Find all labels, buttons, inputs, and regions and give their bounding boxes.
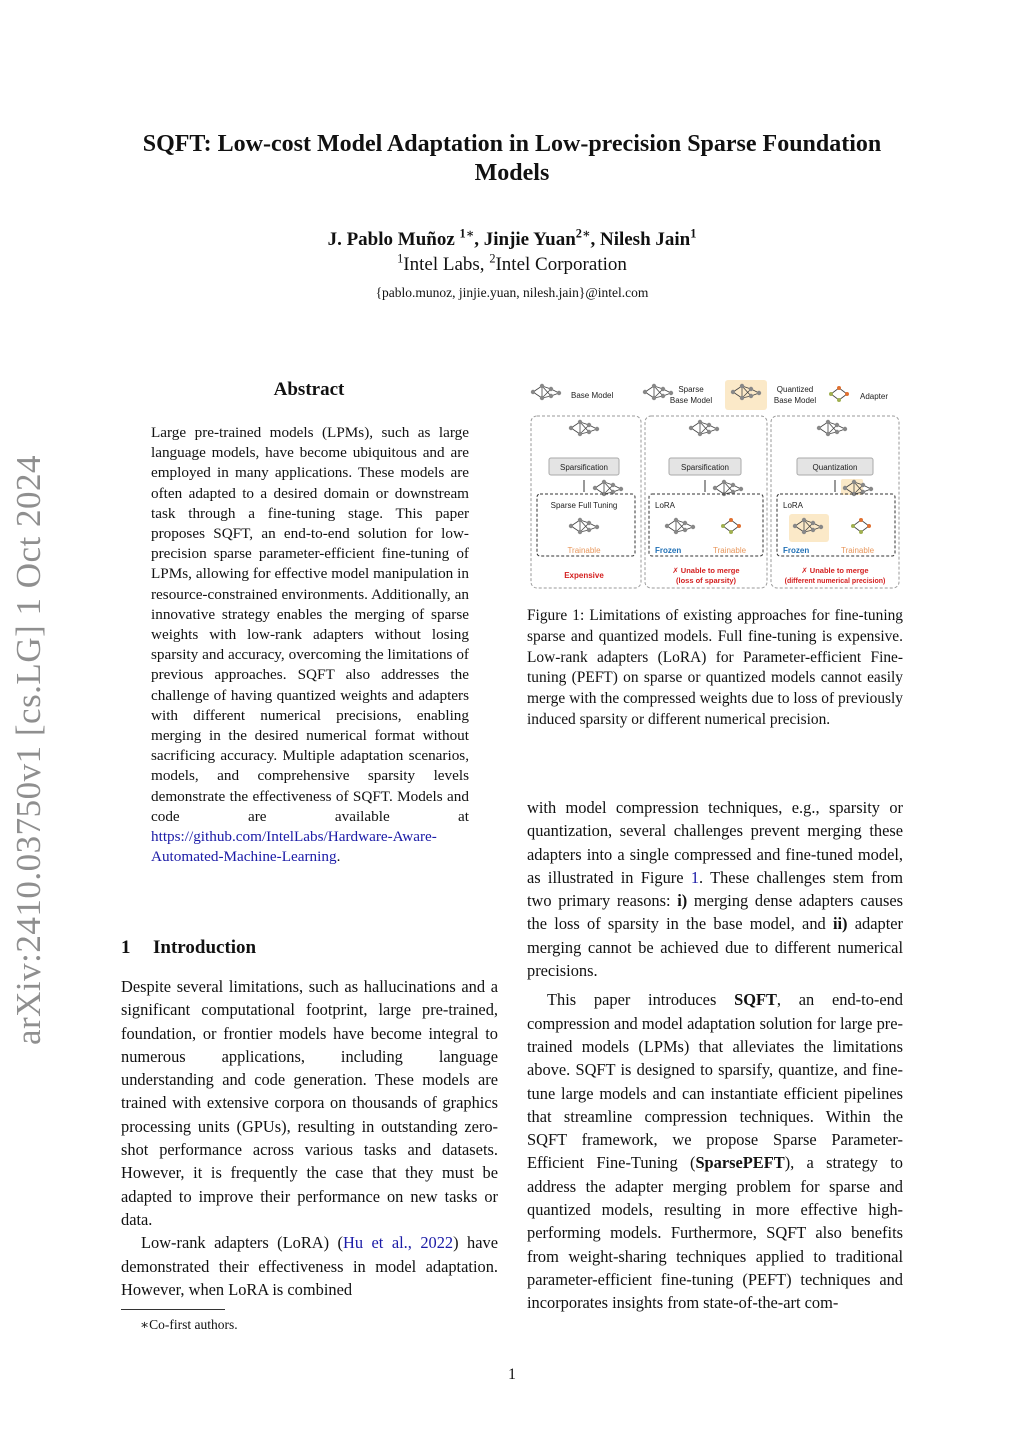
abstract-heading: Abstract <box>273 379 345 400</box>
legend-base-model <box>531 384 614 400</box>
intro-column <box>121 975 498 1301</box>
sparsepeft-name: Sparse Parameter-Efficient Fine-Tuning <box>527 1130 903 1173</box>
author-list: J. Pablo Muñoz $^{1∗}$, Jinjie Yuan$^{2∗}$, Nilesh Jain$^1$ <box>327 226 697 250</box>
svg-text:Quantized: Quantized <box>776 385 814 394</box>
right-paragraph-1: with model compression techniques, e.g., sparsity or quantization, several challenges prevent merging these adapters into a single compressed and fine-tuned model, as illustrated in Figure 1. These challenges stem from two primary reasons: i) merging dense adapters causes the loss of sparsity in the base model, and ii) adapter merging cannot be achieved due to different numerical precisions. <box>527 798 903 981</box>
svg-text:Sparse: Sparse <box>678 385 704 394</box>
abstract-text: Large pre-trained models (LPMs), such as large language models, have become ubiquitous and are employed in many applications. These models are often adapted to a desired domain or downstream task through a fine-tuning stage. This paper proposes SQFT, an end-to-end solution for low-precision sparse parameter-efficient fine-tuning of LPMs, allowing for effective model manipulation in resource-constrained environments. Additionally, an innovative strategy enables the merging of sparse weights with low-rank adapters without losing sparsity and accuracy, overcoming the limitations of previous approaches. SQFT also addresses the challenge of having quantized weights and adapters with different numerical precisions, enabling merging in the desired numerical format without sacrificing accuracy. Multiple adaptation scenarios, models, and comprehensive sparsity levels demonstrate the effectiveness of SQFT. Models and code are available at https://github.com/IntelLabs/Hardware-Aware-Automated-Machine-Learning. <box>151 424 469 866</box>
figure-ref-link[interactable]: 1 <box>690 867 700 887</box>
legend-sparse-model <box>643 384 713 405</box>
panel-3-trainable: Trainable <box>841 546 875 555</box>
figure-1 <box>527 376 903 592</box>
intro-paragraph-2: Low-rank adapters (LoRA) (Hu et al., 2022) have demonstrated their effectiveness in model adaptation. However, when LoRA is combined <box>121 1233 498 1299</box>
affiliations: $^1$Intel Labs, $^2$Intel Corporation <box>397 251 627 275</box>
arxiv-stamp <box>0 430 58 1070</box>
panel-1-operation: Sparsification <box>559 463 609 472</box>
author-emails: {pablo.munoz, jinjie.yuan, nilesh.jain}@intel.com <box>375 285 649 300</box>
figure-1-diagram <box>527 376 903 592</box>
panel-3-frozen: Frozen <box>783 546 810 555</box>
panel-2-note-detail: (loss of sparsity) <box>675 576 737 585</box>
svg-text:Base Model: Base Model <box>773 396 817 405</box>
figure-caption: Figure 1: Limitations of existing approaches for fine-tuning sparse and quantized models. Full fine-tuning is expensive. Low-rank adapters (LoRA) for Parameter-efficient Fine-tuning (PEFT) on sparse or quantized models cannot easily merge with the compressed weights due to loss of previously induced sparsity or different numerical precision. <box>527 607 903 728</box>
author-3-sup: 1 <box>690 226 697 241</box>
panel-2-frozen: Frozen <box>655 546 682 555</box>
footnote-rule <box>121 1309 225 1310</box>
panel-1-note: Expensive <box>564 571 604 580</box>
panel-2-trainable: Trainable <box>713 546 747 555</box>
page-number: 1 <box>508 1366 516 1383</box>
author-2-sup: 2∗ <box>575 226 591 241</box>
author-1-sup: 1∗ <box>459 226 475 241</box>
author-3: Nilesh Jain <box>599 229 691 250</box>
paper-title: SQFT: Low-cost Model Adaptation in Low-precision Sparse Foundation Models <box>142 131 882 186</box>
panel-1-trainable: Trainable <box>567 546 601 555</box>
legend-adapter <box>829 386 888 402</box>
right-paragraph-2: This paper introduces SQFT, an end-to-end compression and model adaptation solution for large pre-trained models (LPMs) that alleviates the limitations above. SQFT is designed to sparsify, quantize, and fine-tune large models and can instantiate efficient pipelines that streamline compression techniques. Within the SQFT framework, we propose Sparse Parameter-Efficient Fine-Tuning (SparsePEFT), a strategy to address the adapter merging problem for sparse and quantized models, resulting in more effective high-performing models. Furthermore, SQFT also benefits from weight-sharing techniques applied to traditional parameter-efficient fine-tuning (PEFT) techniques and incorporates insights from state-of-the-art com- <box>527 990 904 1313</box>
panel-3-box-label: LoRA <box>783 501 804 510</box>
citation-link[interactable]: Hu et al., 2022 <box>343 1233 454 1253</box>
svg-text:Base Model: Base Model <box>571 391 614 400</box>
panel-3-note-detail: (different numerical precision) <box>784 578 886 585</box>
svg-text:Adapter: Adapter <box>860 392 889 401</box>
author-1: J. Pablo Muñoz <box>327 229 455 250</box>
panel-2-box-label: LoRA <box>655 501 676 510</box>
right-column <box>527 796 903 1315</box>
panel-2-note: ✗ Unable to merge <box>672 566 740 575</box>
panel-3-operation: Quantization <box>812 463 858 472</box>
panel-1-box-label: Sparse Full Tuning <box>550 501 618 510</box>
legend-quantized-model <box>725 380 816 410</box>
svg-text:Base Model: Base Model <box>669 396 713 405</box>
panel-sparse-lora <box>645 416 767 588</box>
arxiv-id: arXiv:2410.03750v1 [cs.LG] 1 Oct 2024 <box>9 454 48 1046</box>
code-link[interactable]: https://github.com/IntelLabs/Hardware-Aware-Automated-Machine-Learning <box>151 828 437 866</box>
panel-quantized-lora <box>771 416 899 588</box>
panel-2-operation: Sparsification <box>680 463 730 472</box>
intro-paragraph-1: Despite several limitations, such as hallucinations and a significant computational footprint, large pre-trained, foundation, or frontier models have become integral to numerous applications, including language understanding and code generation. These models are trained with extensive corpora on thousands of graphics processing units (GPUs), resulting in outstanding zero-shot performance across various tasks and datasets. However, it is frequently the case that they must be adapted to improve their performance on new tasks or data. <box>121 977 498 1229</box>
panel-sparse-full-tuning <box>531 416 641 588</box>
author-2: Jinjie Yuan <box>483 229 576 250</box>
panel-3-note: ✗ Unable to merge <box>801 566 869 575</box>
section-heading: 1 Introduction <box>121 937 257 958</box>
footnote: ∗Co-first authors. <box>140 1317 238 1332</box>
